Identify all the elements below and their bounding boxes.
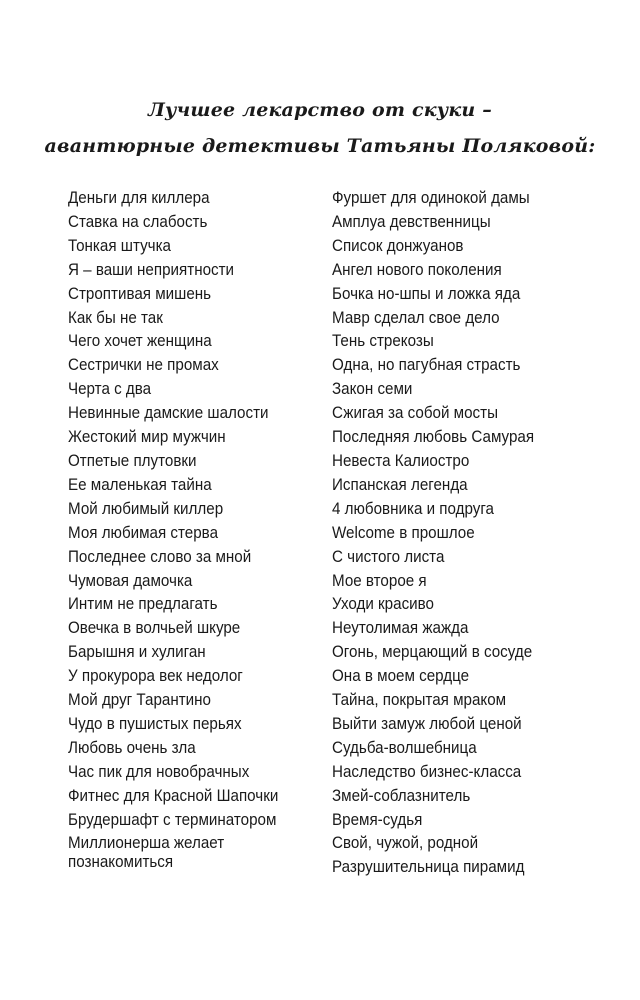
book-title: Закон семи [332,380,413,399]
book-title: Мой друг Тарантино [68,691,211,710]
book-title: Тень стрекозы [332,332,434,351]
book-title: Невеста Калиостро [332,451,470,470]
book-title: Мавр сделал свое дело [332,308,500,327]
book-title: Судьба-волшебница [332,738,477,757]
book-title: Любовь очень зла [68,738,196,757]
book-title: Отпетые плутовки [68,451,197,470]
book-title: Тайна, покрытая мраком [332,691,507,710]
book-title: Сестрички не промах [68,356,219,375]
book-title: Брудершафт с терминатором [68,810,277,829]
book-title: Жестокий мир мужчин [68,428,226,447]
book-title: Испанская легенда [332,475,468,494]
book-title: Как бы не так [68,308,163,327]
book-title: Она в моем сердце [332,667,470,686]
book-title: Бочка но-шпы и ложка яда [332,284,521,303]
book-title: Деньги для киллера [68,189,210,207]
book-title: Ангел нового поколения [332,260,502,279]
book-title: Мой любимый киллер [68,499,224,518]
book-title: Свой, чужой, родной [332,834,479,853]
book-title: Ставка на слабость [68,212,208,231]
book-title: Я – ваши неприятности [68,260,235,279]
book-title: Уходи красиво [332,595,434,614]
book-title: Строптивая мишень [68,284,212,303]
book-title: Змей-соблазнитель [332,786,471,805]
book-title: Сжигая за собой мосты [332,404,499,423]
book-title: Чудо в пушистых перьях [68,714,242,733]
book-title: У прокурора век недолог [68,667,243,686]
book-title: Список донжуанов [332,236,464,255]
book-title: Моя любимая стерва [68,523,219,542]
book-title: Час пик для новобрачных [68,762,250,781]
heading-line-2: авантюрные детективы Татьяны Поляковой: [44,135,596,157]
book-title: Невинные дамские шалости [68,404,269,423]
book-title: Черта с два [68,380,152,399]
heading-line-1: Лучшее лекарство от скуки – [148,99,492,121]
book-title: Фуршет для одинокой дамы [332,189,530,207]
book-title: Овечка в волчьей шкуре [68,619,241,638]
book-title: Welcome в прошлое [332,523,475,542]
book-title: Последняя любовь Самурая [332,428,535,447]
book-title: Барышня и хулиган [68,643,206,662]
book-title: 4 любовника и подруга [332,499,494,518]
book-title: Чего хочет женщина [68,332,212,351]
list-heading [0,92,640,164]
book-title: Последнее слово за мной [68,547,252,566]
book-title: Чумовая дамочка [68,571,193,590]
book-title: Фитнес для Красной Шапочки [68,786,279,805]
book-title: Интим не предлагать [68,595,218,614]
book-title: Ее маленькая тайна [68,475,212,494]
titles-column-right [332,187,580,880]
book-title: Амплуа девственницы [332,212,491,231]
book-title: Наследство бизнес-класса [332,762,522,781]
book-title: Неутолимая жажда [332,619,469,638]
book-title: Мое второе я [332,571,427,590]
book-title: Тонкая штучка [68,236,171,255]
book-title: Выйти замуж любой ценой [332,714,522,733]
book-title: Огонь, мерцающий в сосуде [332,643,533,662]
book-title: С чистого листа [332,547,445,566]
book-title: Разрушительница пирамид [332,858,525,877]
book-title: Время-судья [332,810,423,829]
book-title: Одна, но пагубная страсть [332,356,521,375]
titles-column-left [68,187,298,872]
book-title: Миллионерша желает познакомиться [68,834,225,872]
